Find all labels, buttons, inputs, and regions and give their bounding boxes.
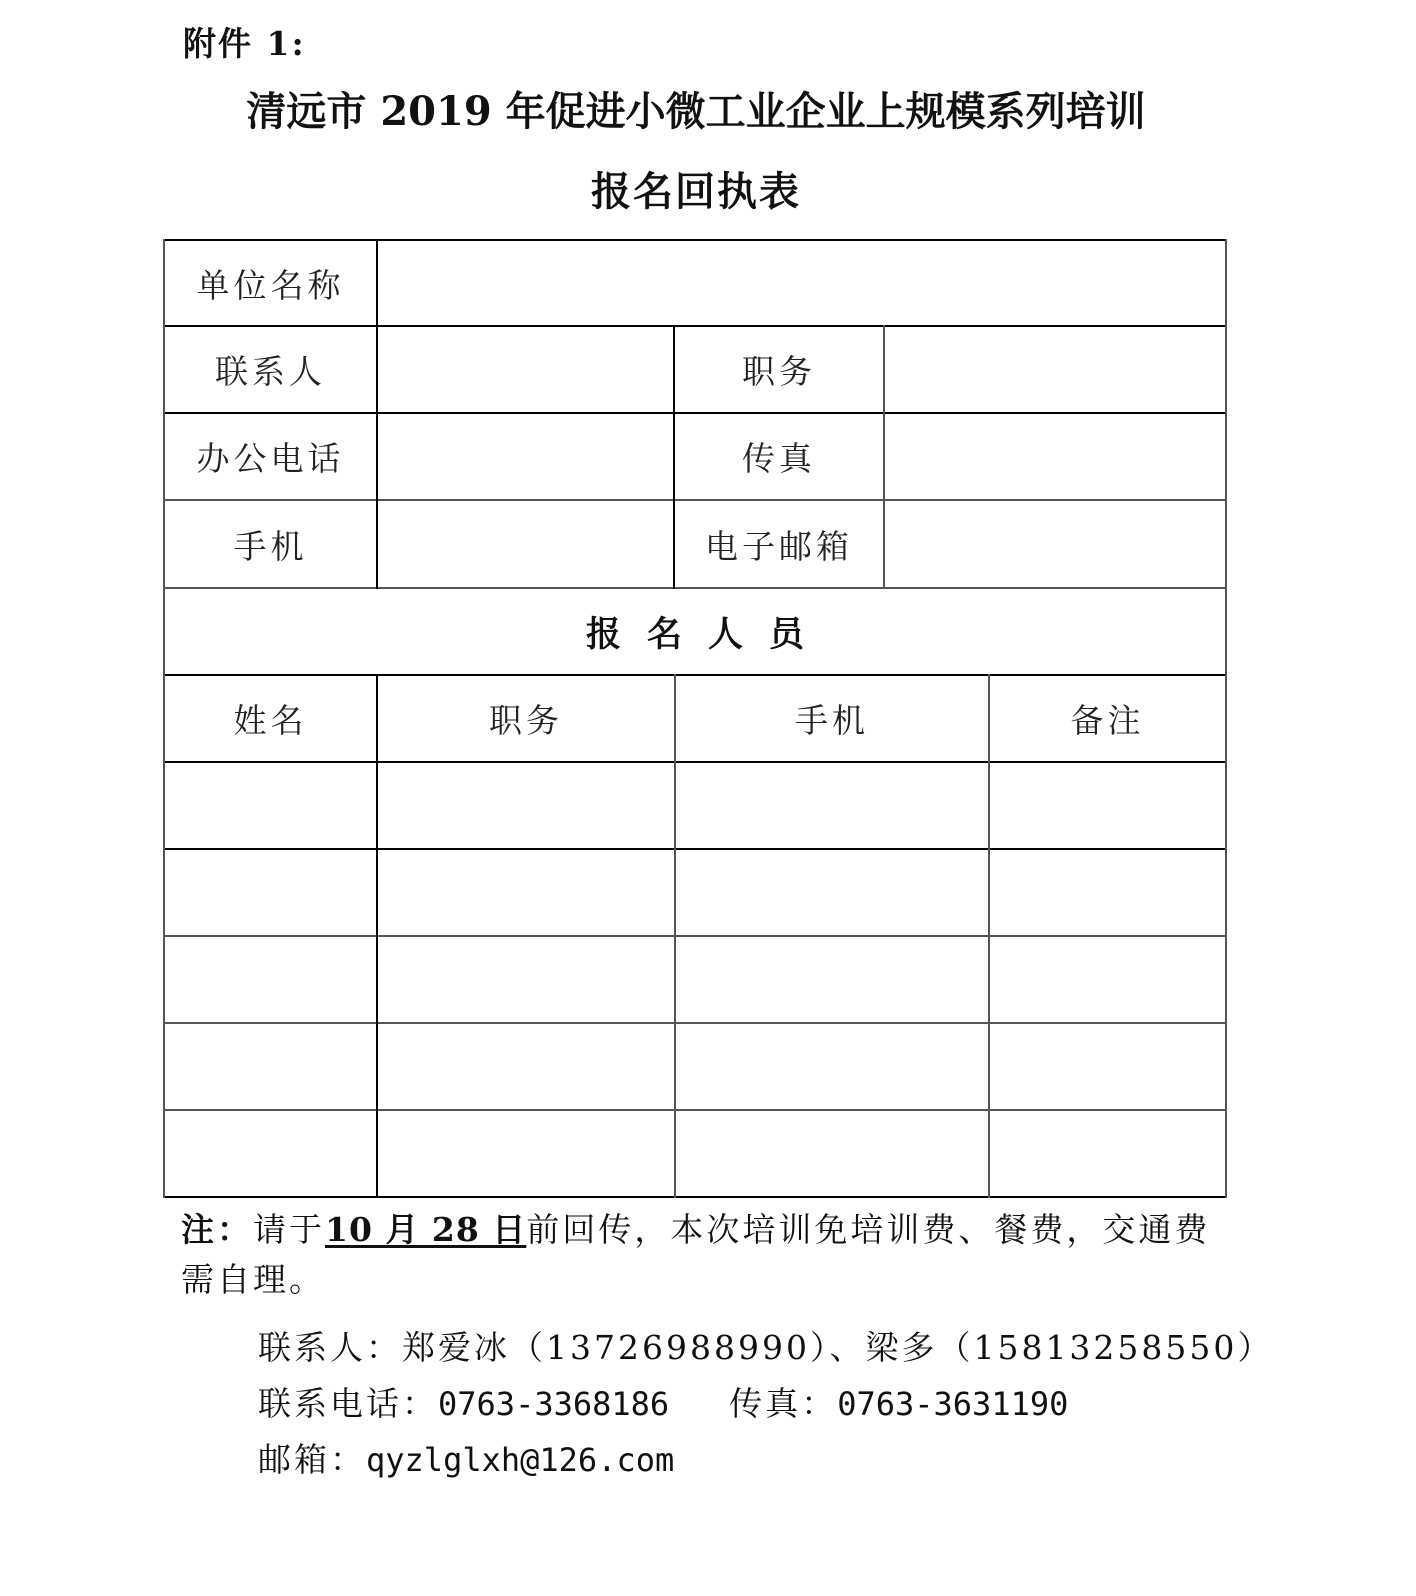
fax-value: 0763-3631190 (837, 1385, 1069, 1423)
fax-label: 传真 (742, 439, 816, 478)
position-label: 职务 (742, 352, 816, 391)
unit-name-label: 单位名称 (196, 265, 345, 305)
mobile-label: 手机 (233, 526, 308, 566)
contact-person-field[interactable] (378, 327, 673, 412)
contacts-label: 联系人： (258, 1328, 402, 1367)
column-header-name: 姓名 (233, 701, 308, 740)
email-line (258, 1434, 674, 1481)
note-line-2: 需自理。 (181, 1260, 325, 1299)
attendee-row[interactable] (165, 1111, 1225, 1196)
mobile-field[interactable] (378, 501, 673, 587)
fax-field[interactable] (885, 414, 1225, 499)
column-header-position: 职务 (489, 701, 563, 740)
form-title-line-1: 清远市 2019 年促进小微工业企业上规模系列培训 (246, 88, 1146, 135)
table-border-bottom (163, 1196, 1227, 1198)
office-phone-field[interactable] (378, 414, 673, 499)
column-header-remarks: 备注 (1070, 701, 1145, 740)
attendee-row[interactable] (165, 937, 1225, 1022)
contacts-line (258, 1322, 1273, 1369)
email-note-label: 邮箱： (258, 1440, 366, 1479)
email-value[interactable]: qyzlglxh@126.com (366, 1441, 675, 1479)
attendee-row[interactable] (165, 850, 1225, 935)
fax-note-label: 传真： (729, 1384, 838, 1423)
phone-fax-line (258, 1378, 1068, 1425)
unit-name-field[interactable] (378, 241, 1225, 325)
attendee-row[interactable] (165, 763, 1225, 848)
note-prefix: 注： (181, 1210, 253, 1249)
email-label: 电子邮箱 (705, 526, 853, 566)
contact-person-label: 联系人 (215, 352, 326, 391)
column-header-mobile: 手机 (795, 701, 869, 740)
phone-value: 0763-3368186 (438, 1385, 670, 1423)
form-title-line-2: 报名回执表 (591, 168, 801, 215)
position-field[interactable] (885, 327, 1225, 412)
contacts-value: 郑爱冰（13726988990）、梁多（15813258550） (402, 1328, 1274, 1367)
phone-label: 联系电话： (258, 1384, 438, 1423)
attendee-row[interactable] (165, 1024, 1225, 1109)
attendees-section-title: 报名人员 (585, 613, 830, 655)
note-text-after: 前回传，本次培训免培训费、餐费，交通费 (526, 1210, 1211, 1249)
note-text-before: 请于 (253, 1210, 325, 1249)
deadline-note (181, 1205, 1221, 1305)
table-border-right (1225, 239, 1227, 1198)
attachment-label: 附件 1: (183, 24, 306, 63)
office-phone-label: 办公电话 (196, 439, 345, 478)
email-field[interactable] (885, 501, 1225, 587)
note-deadline: 10 月 28 日 (325, 1210, 527, 1249)
